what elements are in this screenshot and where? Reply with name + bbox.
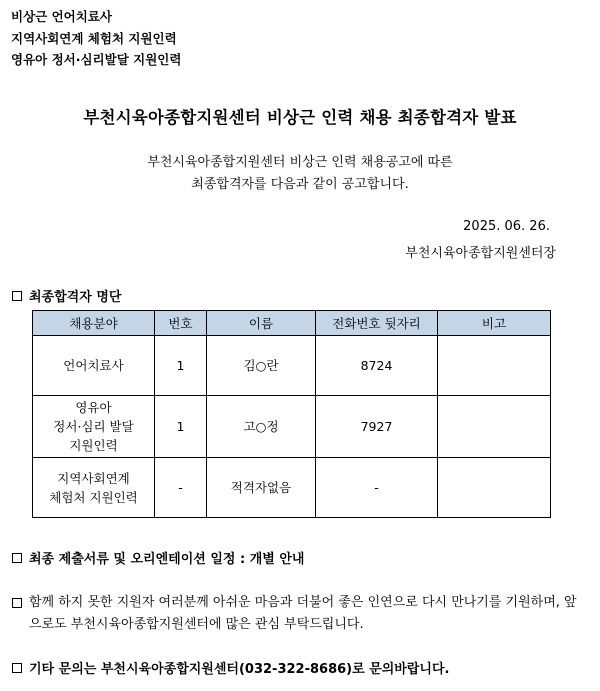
header-line: 영유아 정서·심리발달 지원인력 [11, 52, 182, 67]
intro-line: 최종합격자를 다음과 같이 공고합니다. [191, 177, 409, 192]
name-cell: 적격자없음 [207, 458, 316, 518]
finalists-table [32, 310, 551, 518]
square-bullet-icon [12, 663, 22, 673]
field-line: 영유아 [75, 400, 112, 415]
note-cell [438, 458, 551, 518]
field-line: 지원인력 [69, 438, 118, 453]
phone-cell: - [316, 458, 438, 518]
field-line: 지역사회연계 [57, 470, 130, 486]
header-line: 비상근 언어치료사 [11, 9, 112, 24]
phone-cell: 7927 [316, 396, 438, 458]
page-title: 부천시육아종합지원센터 비상근 인력 채용 최종합격자 발표 [83, 108, 517, 127]
square-bullet-icon [12, 291, 22, 301]
field-line: 정서·심리 발달 [53, 419, 134, 434]
column-header: 이름 [207, 311, 316, 336]
section-heading-finalists [12, 286, 121, 305]
number-cell: 1 [155, 396, 207, 458]
table-row [33, 336, 551, 396]
intro-text [0, 152, 600, 196]
column-header: 전화번호 뒷자리 [316, 311, 438, 336]
field-line: 체험처 지원인력 [49, 489, 138, 505]
field-cell [33, 396, 155, 458]
header-lines [11, 6, 181, 71]
note-cell [438, 336, 551, 396]
column-header: 번호 [155, 311, 207, 336]
column-header: 비고 [438, 311, 551, 336]
phone-cell: 8724 [316, 336, 438, 396]
column-header: 채용분야 [33, 311, 155, 336]
table-header-row [33, 311, 551, 336]
table-row [33, 396, 551, 458]
announcement-date: 2025. 06. 26. [463, 219, 550, 234]
name-cell: 김○란 [207, 336, 316, 396]
closing-message [12, 592, 582, 636]
header-line: 지역사회연계 체험처 지원인력 [11, 30, 177, 46]
number-cell: 1 [155, 336, 207, 396]
name-cell: 고○정 [207, 396, 316, 458]
closing-message-text: 함께 하지 못한 지원자 여러분께 아쉬운 마음과 더불어 좋은 인연으로 다시 만나기를 기원하며, 앞으로도 부천시육아종합지원센터에 많은 관심 부탁드립니다. [29, 595, 577, 632]
square-bullet-icon [12, 598, 22, 608]
section-label: 최종 제출서류 및 오리엔테이션 일정 : 개별 안내 [29, 552, 305, 567]
square-bullet-icon [12, 553, 22, 563]
note-cell [438, 396, 551, 458]
organization-name: 부천시육아종합지원센터장 [405, 246, 556, 261]
section-heading-contact [12, 658, 449, 677]
field-cell [33, 336, 155, 396]
contact-text: 기타 문의는 부천시육아종합지원센터(032-322-8686)로 문의바랍니다. [29, 662, 450, 677]
section-heading-schedule [12, 548, 304, 567]
intro-line: 부천시육아종합지원센터 비상근 인력 채용공고에 따른 [147, 155, 453, 170]
section-label: 최종합격자 명단 [29, 290, 122, 305]
table-row [33, 458, 551, 518]
field-cell [33, 458, 155, 518]
number-cell: - [155, 458, 207, 518]
field-line: 언어치료사 [63, 358, 124, 373]
